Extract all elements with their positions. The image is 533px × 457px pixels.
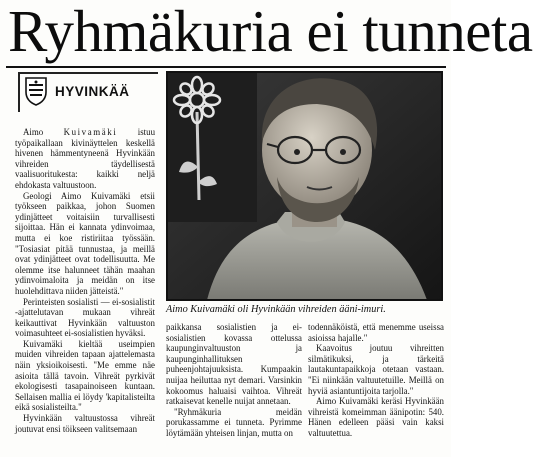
hyvinkaa-coat-of-arms-icon — [24, 76, 48, 106]
portrait-photo — [167, 72, 442, 300]
col1-paragraph-3: Perinteisten sosialisti — ei-sosialistit -ajattelutavan mukaan vihreät keikauttivat Hyvinkään valtuuston voimasuhteet ei-sosialistien hyväksi. — [15, 296, 155, 339]
section-box-left-border — [18, 72, 20, 112]
col1-paragraph-5: Hyvinkään valtuustossa vihreät joutuvat ensi töikseen valitsemaan — [15, 413, 155, 434]
col3-paragraph-2: Kaavoitus joutuu vihreitten silmätikuksi, ja tärkeitä lautakuntapaikkoja otetaan vastaan. "Ei niinkään valtuutetuille. Meillä on hyviä asiantuntijoita tarjolla." — [308, 343, 444, 396]
headline-rule — [6, 66, 446, 68]
col1-lead-rest: istuu työpaikallaan kivinäyttelen keskellä hivenen hämmentyneenä Hyvinkään vihreiden täydellisestä vaalisuoritukesta: kaikki neljä ehdokasta valtuustoon. — [15, 127, 156, 190]
col3-paragraph-1: todennäköistä, että menemme useissa asioissa hajalle." — [308, 322, 444, 343]
col3-paragraph-3: Aimo Kuivamäki keräsi Hyvinkään vihreistä komeimman äänipotin: 540. Hänen edelleen pääsi vain kaksi valtuutettua. — [308, 396, 444, 438]
col2-paragraph-2: "Ryhmäkuria meidän porukassamme ei tunneta. Pyrimme löytämään yhteisen linjan, mutta on — [166, 406, 302, 438]
col1-paragraph-4: Kuivamäki kieltää useimpien muiden vihreiden tapaan ajattelemasta näin yksioikoisesti. "Me emme näe asioita tällä tavoin. Vihreät pyrkivät ekologisesti tasapainoiseen kuntaan. Sellaisen mallia ei löydy 'kapitalisteilta eikä sosialisteilta." — [15, 338, 155, 413]
col1-lead-word: Aimo — [23, 127, 44, 137]
col1-paragraph-1 — [15, 127, 155, 191]
col2-paragraph-1: paikkansa sosialistien ja ei-sosialistien kovassa ottelussa kaupunginvaltuuston ja kaupunginhallituksen puheenjohtajuuksista. Kumpaakin nuijaa heiluttaa nyt demari. Varsinkin kokoomus haluaisi vaihtoa. Vihreät ratkaisevat kenelle nuijat annetaan. — [166, 322, 302, 407]
col1-paragraph-2: Geologi Aimo Kuivamäki etsii työkseen paikkaa, johon Suomen ydinjätteet voitaisiin turvallisesti sijoittaa. Hän ei kannata ydinvoimaa, mutta ei koe ristiriitaa työssään. "Tosiasiat pitää tunnustaa, ja meillä ovat ydinjätteet ovat todellisuutta. Me olemme itse halunneet tähän maahan ydinvoimaloita ja meidän on itse huolehdittava niiden jätteistä." — [15, 190, 155, 296]
article-column-1 — [15, 127, 155, 434]
col1-lead-name: Kuivamäki — [63, 127, 118, 137]
photo-image — [167, 72, 442, 300]
headline: Ryhmäkuria ei tunneta — [8, 0, 533, 64]
article-column-3 — [308, 322, 444, 439]
photo-caption: Aimo Kuivamäki oli Hyvinkään vihreiden ääni-imuri. — [166, 304, 386, 315]
section-label: HYVINKÄÄ — [55, 84, 130, 99]
section-box-top-border — [18, 72, 158, 74]
article-column-2 — [166, 322, 302, 439]
